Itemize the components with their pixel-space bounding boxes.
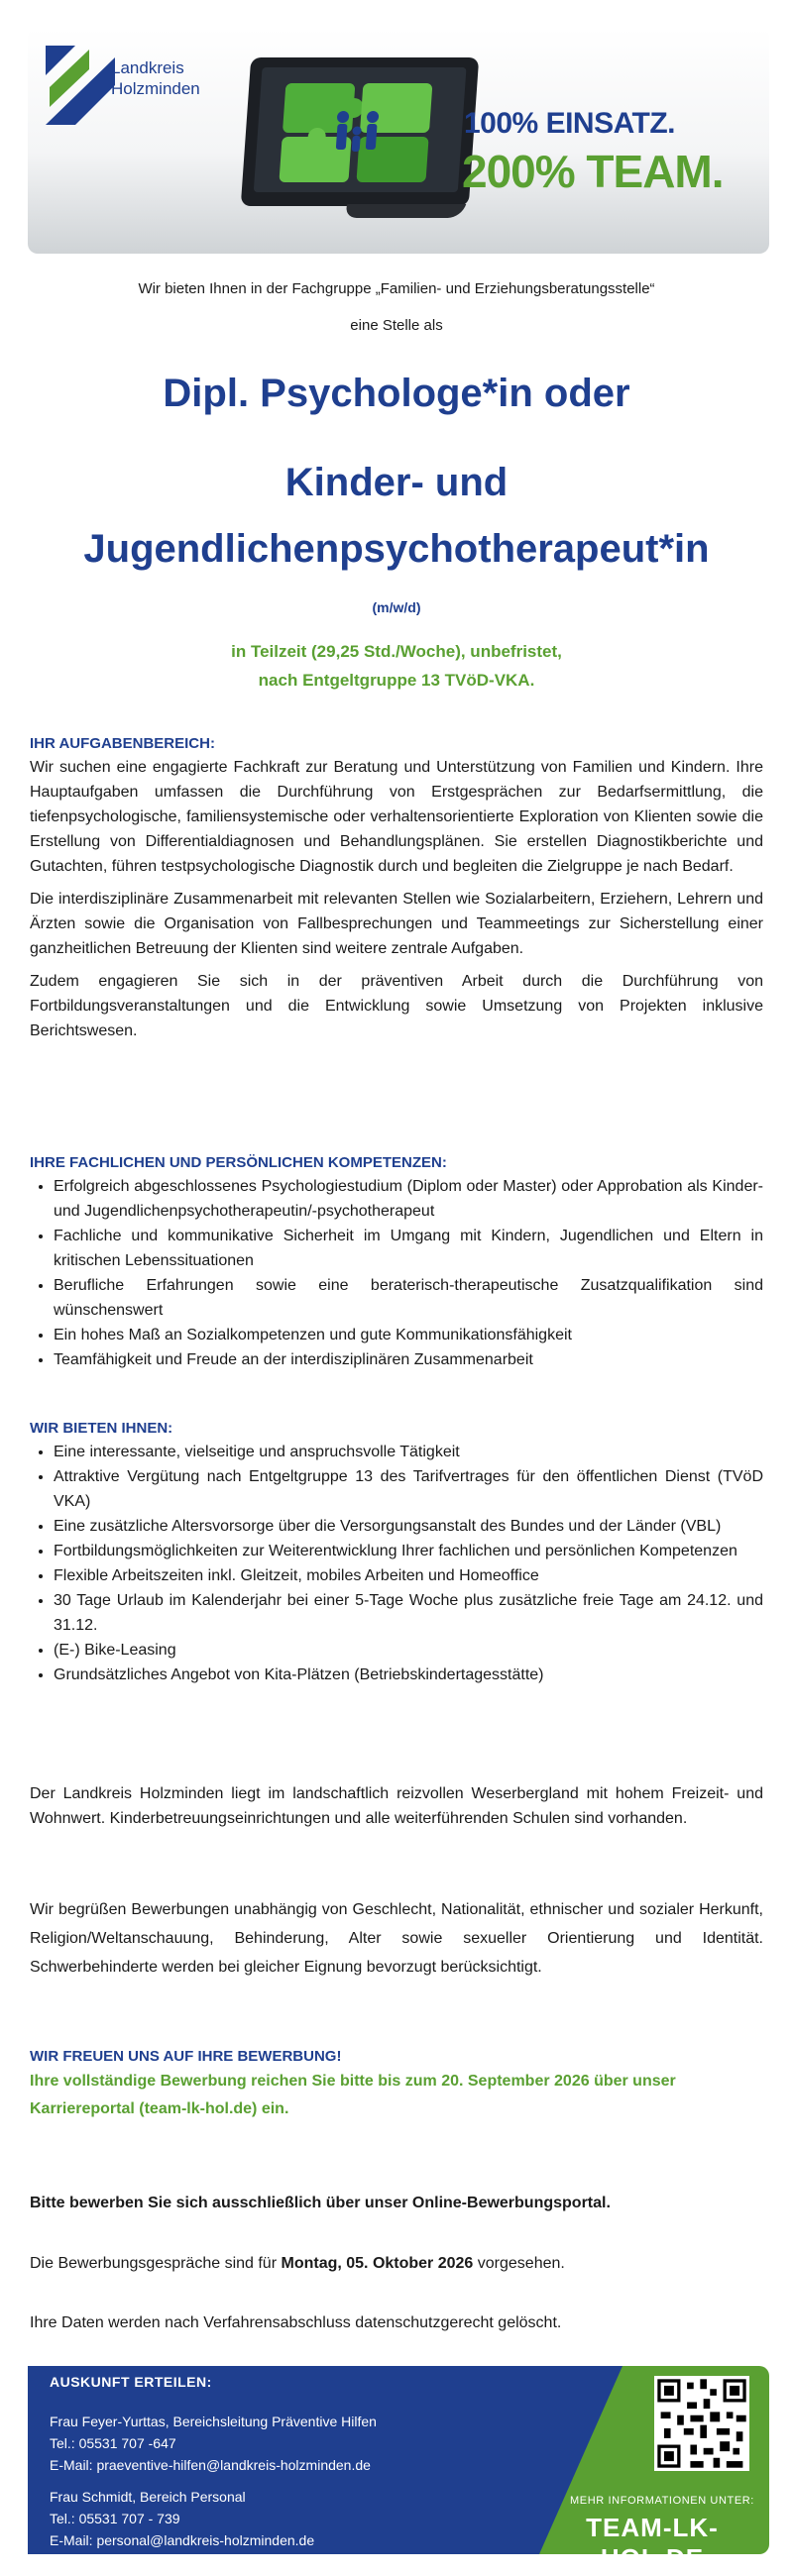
online-only-note: Bitte bewerben Sie sich ausschließlich über unser Online-Bewerbungsportal. — [30, 2195, 611, 2211]
list-item: • 30 Tage Urlaub im Kalenderjahr bei einer 5-Tage Woche plus zusätzliche freie Tage am 24.12. und 31.12. — [54, 1588, 763, 1638]
list-item: • (E-) Bike-Leasing — [54, 1638, 763, 1663]
region-section — [30, 1781, 763, 1839]
logo-text-line1: Landkreis — [111, 58, 184, 77]
competences-section — [30, 1154, 763, 1372]
contact2-phone: Tel.: 05531 707 - 739 — [50, 2511, 180, 2526]
contact2-email[interactable]: E-Mail: personal@landkreis-holzminden.de — [50, 2532, 315, 2548]
application-section — [30, 2048, 763, 2123]
list-item: • Eine zusätzliche Altersvorsorge über die Versorgungsanstalt des Bundes und der Länder (VBL) — [54, 1514, 763, 1539]
website-link[interactable]: TEAM-LK-HOL.DE — [586, 2513, 719, 2573]
competences-list — [30, 1174, 763, 1372]
header-banner — [28, 28, 769, 254]
deadline-line2: Karriereportal (team-lk-hol.de) ein. — [30, 2100, 289, 2117]
gender-note: (m/w/d) — [372, 599, 421, 615]
list-item: • Grundsätzliches Angebot von Kita-Plätzen (Betriebskindertagesstätte) — [54, 1663, 763, 1687]
list-item: • Eine interessante, vielseitige und anspruchsvolle Tätigkeit — [54, 1440, 763, 1464]
contact1-phone: Tel.: 05531 707 -647 — [50, 2435, 176, 2451]
list-item: • Fortbildungsmöglichkeiten zur Weiterentwicklung Ihrer fachlichen und persönlichen Kompetenzen — [54, 1539, 763, 1563]
privacy-note: Ihre Daten werden nach Verfahrensabschluss datenschutzgerecht gelöscht. — [30, 2314, 562, 2331]
tablet-stand — [343, 204, 467, 218]
diversity-text: Wir begrüßen Bewerbungen unabhängig von Geschlecht, Nationalität, ethnischer und sozialer Herkunft, Religion/Weltanschauung, Behinderung, Alter sowie sexueller Orientierung und Identität. Schwerbehinderte werden bei gleicher Eignung bevorzugt berücksichtigt. — [30, 1901, 763, 1976]
tasks-heading: IHR AUFGABENBEREICH: — [30, 735, 215, 752]
job-title-line1: Dipl. Psychologe*in oder — [163, 372, 630, 415]
logo-text-line2: Holzminden — [111, 79, 200, 98]
interview-date: Montag, 05. Oktober 2026 — [281, 2255, 474, 2272]
list-item: • Erfolgreich abgeschlossenes Psychologiestudium (Diplom oder Master) oder Approbation als Kinder- und Jugendlichenpsychotherapeutin/-psychotherapeut — [54, 1174, 763, 1224]
conditions-line2: nach Entgeltgruppe 13 TVöD-VKA. — [258, 671, 535, 690]
logo-text — [111, 57, 200, 99]
application-heading: WIR FREUEN UNS AUF IHRE BEWERBUNG! — [30, 2048, 342, 2065]
deadline-line1: Ihre vollständige Bewerbung reichen Sie bitte bis zum 20. September 2026 über unser — [30, 2073, 676, 2090]
puzzle-family-icon — [254, 67, 467, 192]
tablet-image — [241, 57, 479, 206]
offer-section — [30, 1420, 763, 1687]
tasks-paragraph-1: Wir suchen eine engagierte Fachkraft zur Beratung und Unterstützung von Familien und Kindern. Ihre Hauptaufgaben umfassen die Durchführung von Erstgesprächen zur Bedarfsermittlung, die tiefenpsychologische, familiensystemische oder verhaltensorientierte Exploration von Klienten sowie die Erstellung von Differentialdiagnosen und Behandlungsplänen. Sie erstellen Diagnostikberichte und Gutachten, führen testpsychologische Diagnostik durch und begleiten die Zielgruppe je nach Bedarf. — [30, 759, 763, 875]
offer-heading: WIR BIETEN IHNEN: — [30, 1420, 173, 1437]
list-item: • Berufliche Erfahrungen sowie eine beraterisch-therapeutische Zusatzqualifikation sind wünschenswert — [54, 1273, 763, 1323]
contact1-name: Frau Feyer-Yurttas, Bereichsleitung Präventive Hilfen — [50, 2414, 377, 2429]
region-text: Der Landkreis Holzminden liegt im landschaftlich reizvollen Weserbergland mit hohem Freizeit- und Wohnwert. Kinderbetreuungseinrichtungen und alle weiterführenden Schulen sind vorhanden. — [30, 1785, 763, 1827]
contact-footer — [28, 2366, 769, 2573]
job-title-line3: Jugendlichenpsychotherapeut*in — [83, 527, 710, 571]
interview-suffix: vorgesehen. — [473, 2255, 565, 2272]
slogan-line1: 100% EINSATZ. — [464, 107, 676, 140]
list-item: • Ein hohes Maß an Sozialkompetenzen und gute Kommunikationsfähigkeit — [54, 1323, 763, 1347]
contact2-name: Frau Schmidt, Bereich Personal — [50, 2489, 246, 2505]
list-item: • Attraktive Vergütung nach Entgeltgruppe 13 des Tarifvertrages für den öffentlichen Dienst (TVöD VKA) — [54, 1464, 763, 1514]
intro-line1: Wir bieten Ihnen in der Fachgruppe „Familien- und Erziehungsberatungsstelle“ — [138, 280, 655, 297]
competences-heading: IHRE FACHLICHEN UND PERSÖNLICHEN KOMPETENZEN: — [30, 1154, 447, 1171]
contact1-email[interactable]: E-Mail: praeventive-hilfen@landkreis-holzminden.de — [50, 2457, 371, 2473]
intro-line2: eine Stelle als — [350, 317, 443, 334]
job-title-line2: Kinder- und — [284, 461, 509, 504]
more-info-label: MEHR INFORMATIONEN UNTER: — [570, 2495, 754, 2507]
tasks-paragraph-3: Zudem engagieren Sie sich in der präventiven Arbeit durch die Durchführung von Fortbildungsveranstaltungen und die Entwicklung sowie Umsetzung von Projekten inklusive Berichtswesen. — [30, 973, 763, 1039]
list-item: • Fachliche und kommunikative Sicherheit im Umgang mit Kindern, Jugendlichen und Eltern in kritischen Lebenssituationen — [54, 1224, 763, 1273]
diversity-section — [30, 1895, 763, 1989]
offer-list — [30, 1440, 763, 1687]
qr-code-icon[interactable] — [654, 2376, 749, 2471]
contact-heading: AUSKUNFT ERTEILEN: — [50, 2374, 212, 2390]
list-item: • Flexible Arbeitszeiten inkl. Gleitzeit, mobiles Arbeiten und Homeoffice — [54, 1563, 763, 1588]
list-item: • Teamfähigkeit und Freude an der interdisziplinären Zusammenarbeit — [54, 1347, 763, 1372]
slogan-line2: 200% TEAM. — [462, 146, 724, 197]
interview-note — [30, 2255, 763, 2273]
conditions-line1: in Teilzeit (29,25 Std./Woche), unbefristet, — [231, 642, 562, 661]
tasks-section — [30, 735, 763, 1051]
interview-prefix: Die Bewerbungsgespräche sind für — [30, 2255, 282, 2272]
tasks-paragraph-2: Die interdisziplinäre Zusammenarbeit mit relevanten Stellen wie Sozialarbeitern, Erziehern, Lehrern und Ärzten sowie die Organisation von Fallbesprechungen und Teammeetings zur Sicherstellung einer ganzheitlichen Betreuung der Klienten sind weitere zentrale Aufgaben. — [30, 891, 763, 957]
